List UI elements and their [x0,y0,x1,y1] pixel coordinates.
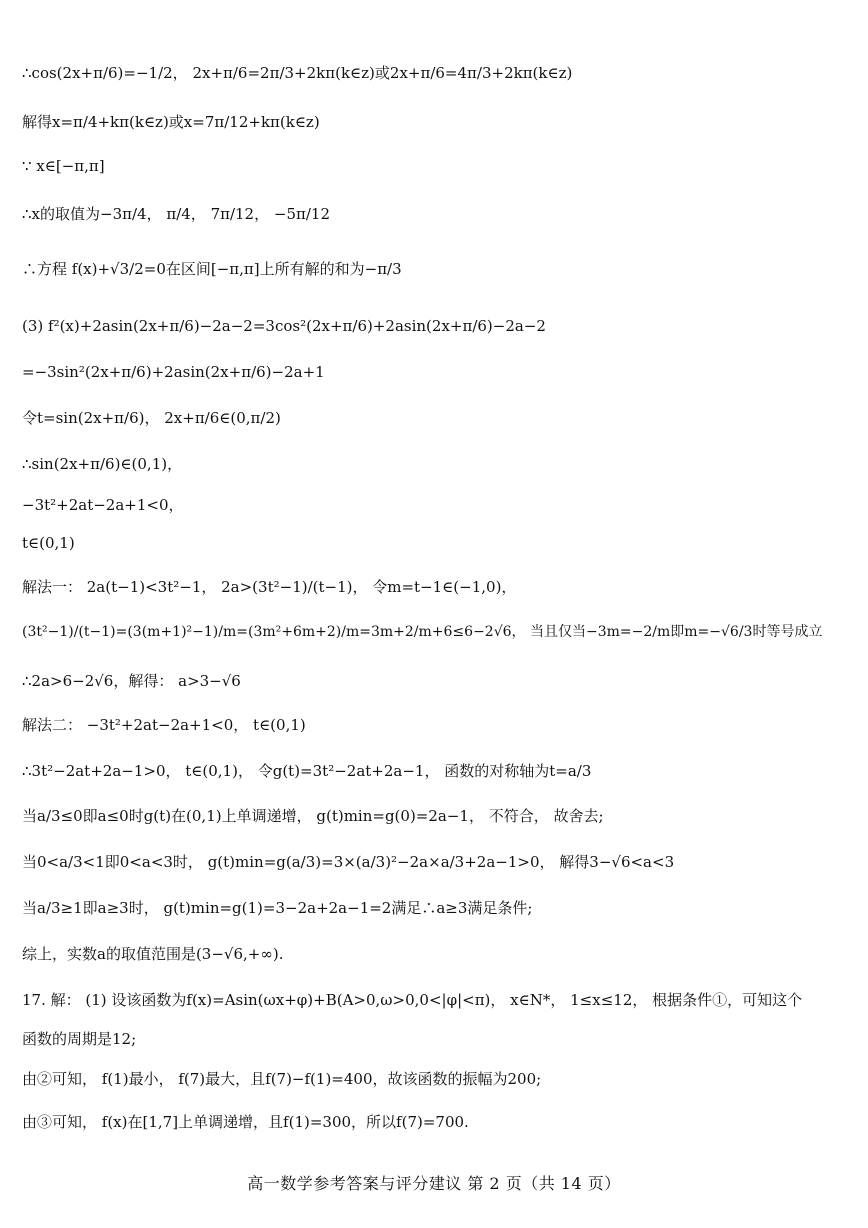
text-line: ∴2a>6−2√6，解得： a>3−√6 [22,672,241,690]
text-line: (3) f²(x)+2asin(2x+π/6)−2a−2=3cos²(2x+π/6)+2asin(2x+π/6)−2a−2 [22,317,546,335]
page-footer: 高一数学参考答案与评分建议 第 2 页（共 14 页） [247,1174,621,1193]
text-line: ∴x的取值为−3π/4， π/4， 7π/12， −5π/12 [22,205,330,223]
text-line: 当a/3≥1即a≥3时， g(t)min=g(1)=3−2a+2a−1=2满足∴a≥3满足条件; [22,899,533,917]
text-line: ∴方程 f(x)+√3/2=0在区间[−π,π]上所有解的和为−π/3 [22,260,402,278]
text-line: 综上，实数a的取值范围是(3−√6,+∞). [22,945,284,963]
text-line: ∴sin(2x+π/6)∈(0,1)， [22,455,183,473]
text-line: 解法一： 2a(t−1)<3t²−1， 2a>(3t²−1)/(t−1)， 令m=t−1∈(−1,0)， [22,578,517,596]
text-line: ∴3t²−2at+2a−1>0， t∈(0,1)， 令g(t)=3t²−2at+2a−1， 函数的对称轴为t=a/3 [22,762,592,780]
text-line: ∴cos(2x+π/6)=−1/2， 2x+π/6=2π/3+2kπ(k∈z)或2x+π/6=4π/3+2kπ(k∈z) [22,64,573,82]
text-line: ∵ x∈[−π,π] [22,157,105,175]
text-line: −3t²+2at−2a+1<0， [22,496,184,514]
text-line: 由③可知， f(x)在[1,7]上单调递增，且f(1)=300，所以f(7)=700. [22,1113,469,1131]
text-line: 令t=sin(2x+π/6)， 2x+π/6∈(0,π/2) [22,409,281,427]
text-line: 由②可知， f(1)最小， f(7)最大，且f(7)−f(1)=400，故该函数的振幅为200; [22,1070,542,1088]
text-line: (3t²−1)/(t−1)=(3(m+1)²−1)/m=(3m²+6m+2)/m=3m+2/m+6≤6−2√6， 当且仅当−3m=−2/m即m=−√6/3时等号成立 [22,624,823,640]
text-line: 17. 解： (1) 设该函数为f(x)=Asin(ωx+φ)+B(A>0,ω>0,0<|φ|<π)， x∈N*， 1≤x≤12， 根据条件①，可知这个 [22,991,803,1009]
text-line: t∈(0,1) [22,534,75,552]
text-line: 当0<a/3<1即0<a<3时， g(t)min=g(a/3)=3×(a/3)²−2a×a/3+2a−1>0， 解得3−√6<a<3 [22,853,675,871]
text-line: 当a/3≤0即a≤0时g(t)在(0,1)上单调递增， g(t)min=g(0)=2a−1， 不符合， 故舍去; [22,807,604,825]
text-line: =−3sin²(2x+π/6)+2asin(2x+π/6)−2a+1 [22,363,325,381]
text-line: 函数的周期是12; [22,1030,137,1048]
text-line: 解得x=π/4+kπ(k∈z)或x=7π/12+kπ(k∈z) [22,113,320,131]
text-line: 解法二： −3t²+2at−2a+1<0， t∈(0,1) [22,716,306,734]
